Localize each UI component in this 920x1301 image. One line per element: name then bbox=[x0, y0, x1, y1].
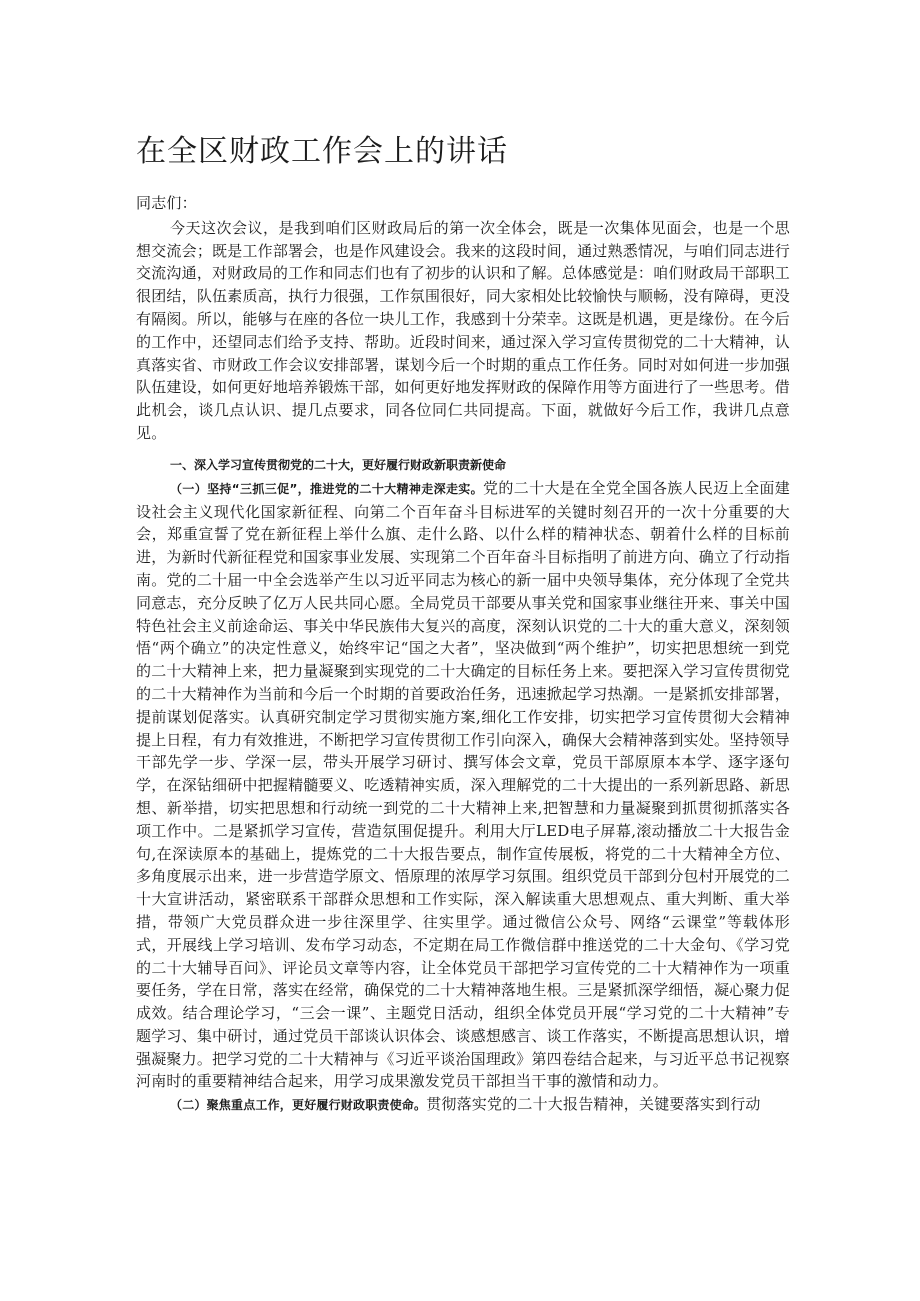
section-heading-1: 一、深入学习宣传贯彻党的二十大，更好履行财政新职责新使命 bbox=[170, 457, 507, 472]
intro-paragraph: 今天这次会议，是我到咱们区财政局后的第一次全体会，既是一次集体见面会，也是一个思想交流会；既是工作部署会，也是作风建设会。我来的这段时间，通过熟悉情况，与咱们同志进行交流沟通，对财政局的工作和同志们也有了初步的认识和了解。总体感觉是：咱们财政局干部职工很团结，队伍素质高，执行力很强，工作氛围很好，同大家相处比较愉快与顺畅，没有障碍，更没有隔阂。所以，能够与在座的各位一块儿工作，我感到十分荣幸。这既是机遇，更是缘份。在今后的工作中，还望同志们给予支持、帮助。近段时间来，通过深入学习宣传贯彻党的二十大精神，认真落实省、市财政工作会议安排部署，谋划今后一个时期的重点工作任务。同时对如何进一步加强队伍建设，如何更好地培养锻炼干部，如何更好地发挥财政的保障作用等方面进行了一些思考。借此机会，谈几点认识、提几点要求，同各位同仁共同提高。下面，就做好今后工作，我讲几点意见。 bbox=[136, 218, 790, 442]
page-title: 在全区财政工作会上的讲话 bbox=[136, 134, 508, 169]
salutation: 同志们： bbox=[136, 194, 197, 212]
subsection-2-body: 贯彻落实党的二十大报告精神，关键要落实到行动 bbox=[426, 1095, 761, 1114]
subsection-1-body: 党的二十大是在全党全国各族人民迈上全面建设社会主义现代化国家新征程、向第二个百年奋斗目标进军的关键时刻召开的一次十分重要的大会，郑重宣誓了党在新征程上举什么旗、走什么路、以什么样的精神状态、朝着什么样的目标前进，为新时代新征程党和国家事业发展、实现第二个百年奋斗目标指明了前进方向、确立了行动指南。党的二十届一中全会选举产生以习近平同志为核心的新一届中央领导集体，充分体现了全党共同意志，充分反映了亿万人民共同心愿。全局党员干部要从事关党和国家事业继往开来、事关中国特色社会主义前途命运、事关中华民族伟大复兴的高度，深刻认识党的二十大的重大意义，深刻领悟“两个确立”的决定性意义，始终牢记“国之大者”，坚决做到“两个维护”，切实把思想统一到党的二十大精神上来，把力量凝聚到实现党的二十大确定的目标任务上来。要把深入学习宣传贯彻党的二十大精神作为当前和今后一个时期的首要政治任务，迅速掀起学习热潮。一是紧抓安排部署，提前谋划促落实。认真研究制定学习贯彻实施方案,细化工作安排，切实把学习宣传贯彻大会精神提上日程，有力有效推进，不断把学习宣传贯彻工作引向深入，确保大会精神落到实处。坚持领导干部先学一步、学深一层，带头开展学习研讨、撰写体会文章，党员干部原原本本学、逐字逐句学，在深钻细研中把握精髓要义、吃透精神实质，深入理解党的二十大提出的一系列新思路、新思想、新举措，切实把思想和行动统一到党的二十大精神上来,把智慧和力量凝聚到抓贯彻抓落实各项工作中。二是紧抓学习宣传，营造氛围促提升。利用大厅LED电子屏幕,滚动播放二十大报告金句,在深读原本的基础上，提炼党的二十大报告要点，制作宣传展板，将党的二十大精神全方位、多角度展示出来，进一步营造学原文、悟原理的浓厚学习氛围。组织党员干部到分包村开展党的二十大宣讲活动，紧密联系干部群众思想和工作实际，深入解读重大思想观点、重大判断、重大举措，带领广大党员群众进一步往深里学、往实里学。通过微信公众号、网络“云课堂”等载体形式，开展线上学习培训、发布学习动态，不定期在局工作微信群中推送党的二十大金句、《学习党的二十大辅导百问》、评论员文章等内容，让全体党员干部把学习宣传党的二十大精神作为一项重要任务，学在日常，落实在经常，确保党的二十大精神落地生根。三是紧抓深学细悟，凝心聚力促成效。结合理论学习，“三会一课”、主题党日活动，组织全体党员开展“学习党的二十大精神”专题学习、集中研讨，通过党员干部谈认识体会、谈感想感言、谈工作落实，不断提高思想认识，增强凝聚力。把学习党的二十大精神与《习近平谈治国理政》第四卷结合起来，与习近平总书记视察河南时的重要精神结合起来，用学习成果激发党员干部担当干事的激情和动力。 bbox=[136, 478, 790, 1091]
subsection-1-heading: （一）坚持“三抓三促”，推进党的二十大精神走深走实。 bbox=[170, 481, 484, 496]
subsection-2-heading: （二）聚焦重点工作，更好履行财政职责使命。 bbox=[170, 1098, 427, 1113]
subsection-1-paragraph bbox=[136, 477, 790, 1094]
subsection-2-paragraph bbox=[136, 1093, 790, 1117]
